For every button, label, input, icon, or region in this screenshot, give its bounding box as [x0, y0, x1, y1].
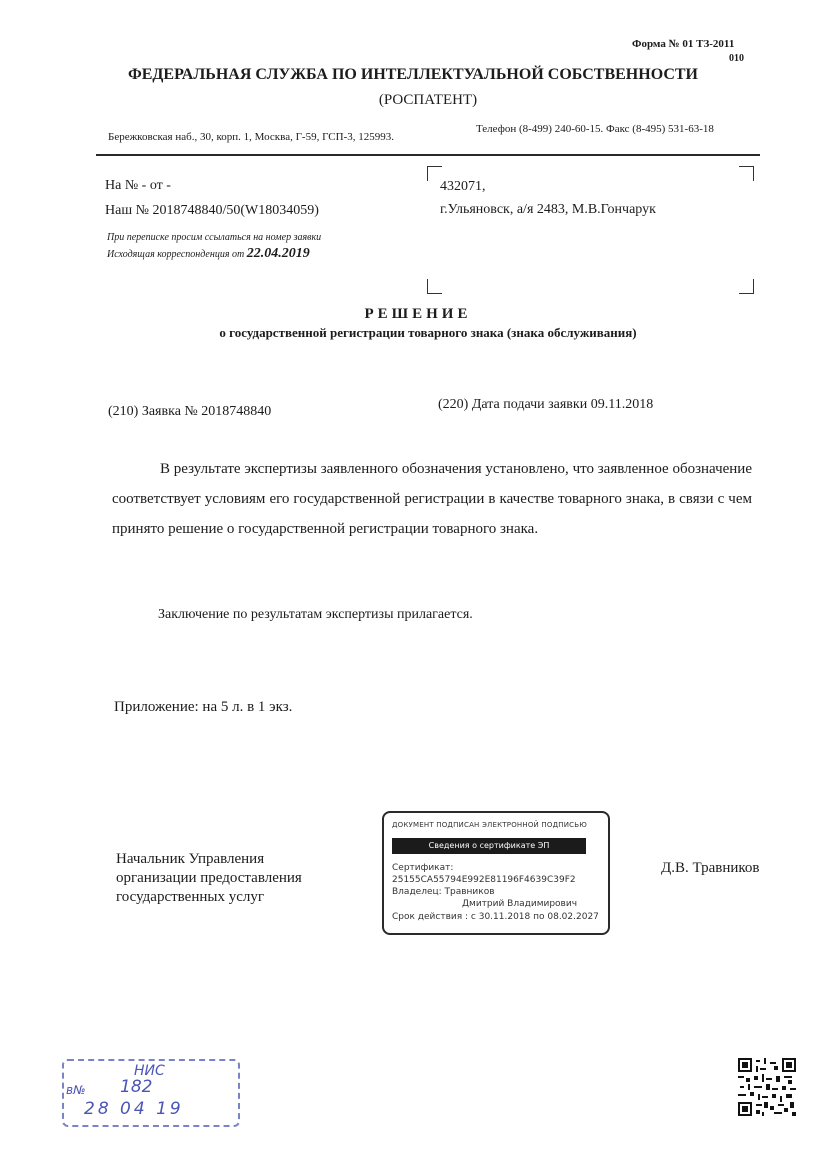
- reference-note: При переписке просим ссылаться на номер заявки: [107, 232, 322, 243]
- certificate-validity: Срок действия : с 30.11.2018 по 08.02.2027: [392, 912, 599, 922]
- org-address: Бережковская наб., 30, корп. 1, Москва, Г-59, ГСП-3, 125993.: [108, 131, 395, 143]
- e-signature-header: ДОКУМЕНТ ПОДПИСАН ЭЛЕКТРОННОЙ ПОДПИСЬЮ: [392, 821, 587, 829]
- signatory-name: Д.В. Травников: [661, 860, 760, 876]
- outgoing-correspondence: [107, 246, 310, 262]
- certificate-label: Сертификат:: [392, 863, 454, 873]
- decision-title: РЕШЕНИЕ: [364, 306, 472, 322]
- address-frame-corner: [427, 279, 442, 294]
- decision-subtitle: о государственной регистрации товарного знака (знака обслуживания): [219, 325, 637, 340]
- outgoing-label: Исходящая корреспонденция от: [107, 249, 245, 260]
- qr-code-icon: [738, 1058, 796, 1116]
- e-signature-box: [382, 811, 610, 935]
- certificate-owner: Владелец: Травников: [392, 887, 495, 897]
- header-divider: [96, 154, 760, 156]
- org-name: ФЕДЕРАЛЬНАЯ СЛУЖБА ПО ИНТЕЛЛЕКТУАЛЬНОЙ СОБСТВЕННОСТИ: [127, 66, 698, 83]
- stamp-number: 182: [120, 1077, 153, 1097]
- org-phone: Телефон (8-499) 240-60-15. Факс (8-495) 531-63-18: [476, 123, 714, 135]
- address-frame-corner: [739, 279, 754, 294]
- certificate-value: 25155CA55794E992E81196F4639C39F2: [392, 875, 576, 885]
- form-code: 010: [729, 53, 744, 64]
- stamp-dept: НИС: [134, 1063, 165, 1079]
- signatory-position: [116, 850, 302, 907]
- recipient-address: г.Ульяновск, а/я 2483, М.В.Гончарук: [440, 202, 656, 217]
- conclusion-note: Заключение по результатам экспертизы прилагается.: [158, 607, 473, 622]
- our-reference: Наш № 2018748840/50(W18034059): [105, 203, 319, 218]
- application-filing-date: (220) Дата подачи заявки 09.11.2018: [438, 397, 654, 412]
- position-line: организации предоставления: [116, 870, 302, 886]
- stamp-date: 28 04 19: [84, 1099, 184, 1119]
- certificate-info-button[interactable]: Сведения о сертификате ЭП: [392, 838, 586, 854]
- recipient-postcode: 432071,: [440, 179, 486, 194]
- attachment-note: Приложение: на 5 л. в 1 экз.: [114, 699, 293, 715]
- stamp-prefix: в№: [66, 1083, 86, 1097]
- address-frame-corner: [739, 166, 754, 181]
- certificate-owner-name: Дмитрий Владимирович: [462, 899, 578, 909]
- registration-stamp: [62, 1059, 240, 1127]
- incoming-reference: На № - от -: [105, 178, 171, 193]
- application-number: (210) Заявка № 2018748840: [108, 404, 272, 419]
- position-line: государственных услуг: [116, 889, 265, 905]
- form-number: Форма № 01 ТЗ-2011: [632, 38, 735, 50]
- decision-paragraph: В результате экспертизы заявленного обозначения установлено, что заявленное обозначение соответствует условиям его государственной регистрации в качестве товарного знака, в связи с чем принято решение о государственной регистрации товарного знака.: [112, 461, 752, 537]
- position-line: Начальник Управления: [116, 851, 265, 867]
- org-short-name: (РОСПАТЕНТ): [378, 92, 478, 108]
- outgoing-date: 22.04.2019: [246, 246, 310, 261]
